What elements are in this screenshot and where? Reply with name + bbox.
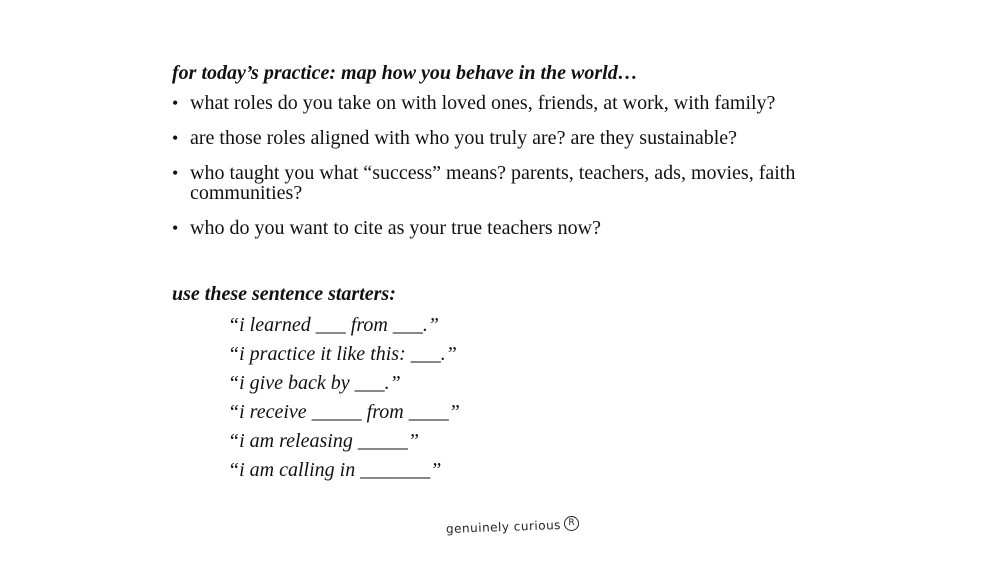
starter-item: “i am calling in _______” xyxy=(228,459,442,481)
starter-item: “i am releasing _____” xyxy=(228,430,419,452)
practice-item: • what roles do you take on with loved ones, friends, at work, with family? xyxy=(172,93,872,113)
brand-logo xyxy=(445,517,579,537)
practice-list xyxy=(172,93,872,253)
practice-item: • who taught you what “success” means? parents, teachers, ads, movies, faith communities? xyxy=(172,163,872,203)
brand-logo-text: genuinely curious xyxy=(445,517,562,537)
practice-item: • who do you want to cite as your true teachers now? xyxy=(172,218,872,238)
starter-item: “i learned ___ from ___.” xyxy=(228,314,439,336)
practice-item: • are those roles aligned with who you truly are? are they sustainable? xyxy=(172,128,872,148)
starter-item: “i practice it like this: ___.” xyxy=(228,343,457,365)
starters-heading: use these sentence starters: xyxy=(172,283,396,305)
practice-heading: for today’s practice: map how you behave in the world… xyxy=(172,62,638,84)
starter-item: “i receive _____ from ____” xyxy=(228,401,460,423)
starters-list xyxy=(228,311,460,485)
registered-mark-icon: R xyxy=(564,516,579,531)
starter-item: “i give back by ___.” xyxy=(228,372,401,394)
